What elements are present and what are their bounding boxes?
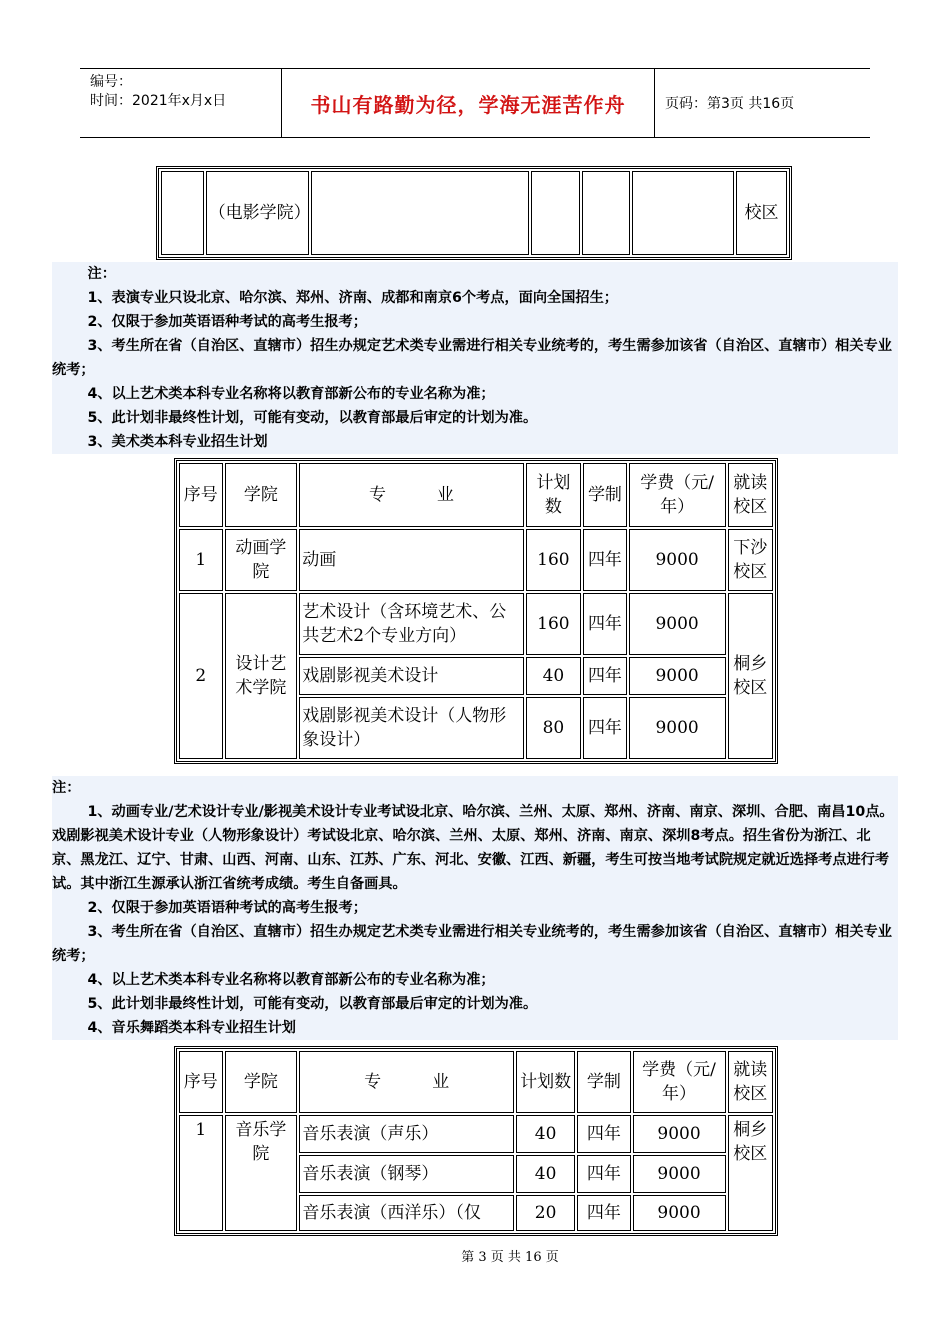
major-cell: 戏剧影视美术设计 [299,657,523,695]
years-cell: 四年 [577,1155,630,1193]
note-item: 5、此计划非最终性计划，可能有变动，以教育部最后审定的计划为准。 [87,996,538,1012]
table-row [179,593,773,655]
fee-cell: 9000 [629,529,726,591]
fee-cell: 9000 [629,593,726,655]
major-cell: 动画 [299,529,523,591]
plan-cell: 20 [516,1195,575,1231]
campus-cell: 桐乡校区 [728,1115,774,1231]
table-row [179,1115,773,1153]
note-item: 3、考生所在省（自治区、直辖市）招生办规定艺术类专业需进行相关专业统考的，考生需参加该省（自治区、直辖市）相关专业统考； [52,924,892,964]
header-cell: 学院 [225,1051,298,1113]
college-cell: 动画学院 [225,529,298,591]
years-cell: 四年 [583,657,627,695]
major-cell: 艺术设计（含环境艺术、公共艺术2个专业方向） [299,593,523,655]
note-item: 2、仅限于参加英语语种考试的高考生报考； [87,314,367,330]
note-item: 1、动画专业/艺术设计专业/影视美术设计专业考试设北京、哈尔滨、兰州、太原、郑州、济南、南京、深圳、合肥、南昌10点。戏剧影视美术设计专业（人物形象设计）考试设北京、哈尔滨、兰州、太原、郑州、济南、南京、深圳8考点。招生省份为浙江、北京、黑龙江、辽宁、甘肃、山西、河南、山东、江苏、广东、河北、安徽、江西、新疆，考生可按当地考试院规定就近选择考点进行考试。其中浙江生源承认浙江省统考成绩。考生自备画具。 [52,804,894,892]
header-cell: 学费（元/年） [633,1051,726,1113]
plan-cell: 40 [516,1115,575,1153]
header-cell: 就读校区 [728,463,773,527]
note-item: 4、以上艺术类本科专业名称将以教育部新公布的专业名称为准； [87,386,495,402]
table-cell [311,171,529,255]
years-cell: 四年 [583,529,627,591]
years-cell: 四年 [577,1195,630,1231]
table-cell: （电影学院） [206,171,310,255]
section-heading: 3、美术类本科专业招生计划 [87,434,268,450]
page-header [80,68,870,138]
notes-head: 注： [52,780,81,796]
plan-cell: 40 [526,657,582,695]
table-cell: 校区 [736,171,787,255]
header-cell: 学院 [225,463,298,527]
header-meta [80,69,282,137]
table-cell [161,171,204,255]
notes-head: 注： [87,266,116,282]
header-cell: 学制 [577,1051,630,1113]
music-enrollment-table [174,1046,778,1236]
section-heading: 4、音乐舞蹈类本科专业招生计划 [87,1020,296,1036]
major-cell: 音乐表演（钢琴） [299,1155,514,1193]
number-label: 编号： [90,74,132,90]
row-number: 1 [179,1115,223,1231]
header-cell: 学制 [583,463,627,527]
note-item: 2、仅限于参加英语语种考试的高考生报考； [87,900,367,916]
fee-cell: 9000 [629,657,726,695]
major-cell: 音乐表演（西洋乐）（仅 [299,1195,514,1231]
note-item: 1、表演专业只设北京、哈尔滨、郑州、济南、成都和南京6个考点，面向全国招生； [87,290,618,306]
plan-cell: 160 [526,593,582,655]
table-cell [582,171,631,255]
table-row [179,529,773,591]
fee-cell: 9000 [629,697,726,759]
years-cell: 四年 [583,593,627,655]
header-cell: 专 业 [299,463,523,527]
plan-cell: 40 [516,1155,575,1193]
notes-performing [52,262,898,454]
header-cell: 序号 [179,1051,223,1113]
campus-cell: 桐乡校区 [728,593,773,759]
header-motto: 书山有路勤为径，学海无涯苦作舟 [282,69,655,137]
header-cell: 学费（元/年） [629,463,726,527]
college-cell: 设计艺术学院 [225,593,298,759]
header-page-label: 页码：第3页 共16页 [665,96,795,112]
years-cell: 四年 [577,1115,630,1153]
college-cell: 音乐学院 [225,1115,298,1231]
header-cell: 专 业 [299,1051,514,1113]
table-cell [632,171,734,255]
header-cell: 计划数 [526,463,582,527]
header-cell: 计划数 [516,1051,575,1113]
page-footer: 第 3 页 共 16 页 [461,1250,559,1265]
header-cell: 就读校区 [728,1051,774,1113]
notes-art [52,776,898,1040]
header-cell: 序号 [179,463,223,527]
fee-cell: 9000 [633,1115,726,1153]
plan-cell: 80 [526,697,582,759]
note-item: 4、以上艺术类本科专业名称将以教育部新公布的专业名称为准； [87,972,495,988]
campus-cell: 下沙校区 [728,529,773,591]
row-number: 2 [179,593,223,759]
time-label: 时间：2021年x月x日 [90,93,227,109]
major-cell: 戏剧影视美术设计（人物形象设计） [299,697,523,759]
art-enrollment-table [174,458,778,764]
fee-cell: 9000 [633,1155,726,1193]
major-cell: 音乐表演（声乐） [299,1115,514,1153]
years-cell: 四年 [583,697,627,759]
continued-table [156,166,792,260]
plan-cell: 160 [526,529,582,591]
fee-cell: 9000 [633,1195,726,1231]
note-item: 5、此计划非最终性计划，可能有变动，以教育部最后审定的计划为准。 [87,410,538,426]
table-cell [531,171,580,255]
row-number: 1 [179,529,223,591]
note-item: 3、考生所在省（自治区、直辖市）招生办规定艺术类专业需进行相关专业统考的，考生需参加该省（自治区、直辖市）相关专业统考； [52,338,892,378]
